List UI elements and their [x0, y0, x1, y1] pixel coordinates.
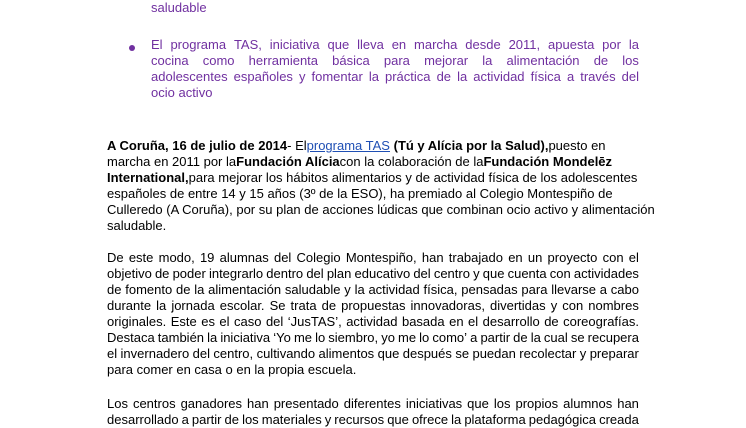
bullet-line: ocio activo — [151, 85, 213, 100]
word: del — [306, 266, 324, 281]
fundacion-mondelez: Fundación Mondelēz — [483, 154, 613, 169]
word: El — [151, 37, 163, 52]
word: física, — [423, 282, 458, 297]
word: trabajado — [448, 250, 503, 265]
word: iniciativa — [269, 37, 320, 52]
word: saludable — [284, 282, 341, 297]
word: siembro, — [328, 330, 379, 345]
word: basada — [401, 314, 445, 329]
word: ganadores — [180, 396, 243, 411]
word: del — [265, 314, 284, 329]
word: alimentos — [318, 346, 375, 361]
word: desarrollado — [107, 412, 179, 427]
word: el — [107, 346, 118, 361]
bullet-line — [151, 53, 639, 69]
word: el — [219, 314, 230, 329]
word: actividad — [346, 314, 398, 329]
paragraph-line: International,para mejorar los hábitos alimentarios y de actividad física de los adolescentes — [107, 170, 638, 185]
word: jornada — [171, 298, 215, 313]
word: que — [327, 37, 350, 52]
paragraph-line — [107, 314, 639, 330]
word: práctica — [385, 69, 431, 84]
word: a — [181, 412, 189, 427]
word: física — [530, 69, 561, 84]
word: por — [602, 37, 621, 52]
paragraph-line: españoles de entre 14 y 15 años (3º de la ESO), ha premiado al Colegio Montespiño de — [107, 186, 613, 201]
word: la — [530, 330, 541, 345]
word: plan — [326, 266, 352, 281]
word: en — [391, 37, 407, 52]
word: con — [549, 266, 571, 281]
paragraph-line: marcha en 2011 por laFundación Alíciacon la colaboración de laFundación Mondelēz — [107, 154, 613, 169]
word: caso — [234, 314, 262, 329]
word: cocina — [151, 53, 189, 68]
word: Los — [107, 396, 128, 411]
word: recolectar — [519, 346, 577, 361]
word: este — [128, 250, 154, 265]
word: dentro — [266, 266, 304, 281]
word: centro — [433, 266, 470, 281]
word: que — [467, 396, 489, 411]
word: la — [482, 53, 493, 68]
word: de — [436, 69, 452, 84]
word: los — [242, 412, 259, 427]
word: De — [107, 250, 124, 265]
word: programa — [170, 37, 227, 52]
word: a — [566, 69, 575, 84]
word: actividad — [473, 69, 525, 84]
word: cabo — [610, 282, 639, 297]
word: herramienta — [248, 53, 319, 68]
word: integrarlo — [208, 266, 264, 281]
word: de — [107, 282, 122, 297]
word: preparar — [589, 346, 639, 361]
word: han — [617, 396, 639, 411]
word: innovadoras, — [410, 298, 485, 313]
word: durante — [107, 298, 152, 313]
word: y — [473, 266, 480, 281]
word: lo — [315, 330, 326, 345]
word: recursos — [334, 412, 385, 427]
paragraph-line: Culleredo (A Coruña), por su plan de acciones lúdicas que combinan ocio activo y alimentación — [107, 202, 655, 217]
word: proyecto — [547, 250, 598, 265]
word: y — [324, 412, 332, 427]
word: para — [521, 282, 548, 297]
word: apuesta — [548, 37, 595, 52]
bullet-dot-icon — [129, 45, 135, 51]
word: a — [470, 330, 478, 345]
word: del — [273, 250, 292, 265]
word: y — [344, 282, 351, 297]
word: pensadas — [461, 282, 518, 297]
word: invernadero — [120, 346, 190, 361]
word: y — [579, 346, 587, 361]
word: la — [156, 298, 167, 313]
word: materiales — [261, 412, 322, 427]
bullet-line — [151, 37, 639, 53]
word: me — [293, 330, 312, 345]
paragraph-line — [107, 346, 639, 362]
word: también — [157, 330, 205, 345]
fundacion-alicia: Fundación Alícia — [236, 154, 340, 169]
word: marcha — [414, 37, 458, 52]
word: con — [562, 298, 584, 313]
word: que — [377, 346, 400, 361]
word: recupera — [587, 330, 639, 345]
word: y — [298, 69, 306, 84]
paragraph-line: saludable. — [107, 218, 167, 233]
word: diferentes — [343, 396, 401, 411]
word: partir — [191, 412, 222, 427]
word: la — [628, 37, 639, 52]
word: alimentación — [506, 53, 580, 68]
word: divertidas — [490, 298, 546, 313]
word: ‘Yo — [273, 330, 291, 345]
word: poder — [172, 266, 206, 281]
word: del — [192, 346, 210, 361]
word: el — [628, 250, 639, 265]
word: actividad — [368, 282, 420, 297]
word: se — [570, 330, 585, 345]
word: yo — [381, 330, 395, 345]
paragraph-line: para comer en casa o en la propia escuela. — [107, 362, 357, 377]
word: la — [207, 330, 218, 345]
word: como — [202, 53, 235, 68]
paragraph-intro — [107, 138, 655, 234]
word: los — [493, 396, 511, 411]
word: fomento — [125, 282, 173, 297]
word: los — [622, 53, 639, 68]
word: educativo — [354, 266, 411, 281]
word: es — [201, 314, 215, 329]
word: la — [451, 412, 462, 427]
word: mejorar — [424, 53, 469, 68]
word: que — [482, 266, 505, 281]
programa-full-name: (Tú y Alícia por la Salud), — [393, 138, 549, 153]
word: lo — [419, 330, 430, 345]
word: lleva — [357, 37, 384, 52]
word: Montespiño, — [345, 250, 417, 265]
word: alumnos — [563, 396, 613, 411]
word: de — [154, 266, 170, 281]
word: iniciativas — [405, 396, 463, 411]
word: la — [194, 282, 205, 297]
paragraph-line — [107, 330, 639, 346]
bullet-line — [151, 69, 639, 85]
word: me — [398, 330, 417, 345]
word: centro, — [213, 346, 254, 361]
paragraph-line: A Coruña, 16 de julio de 2014- Elprograma TAS (Tú y Alícia por la Salud),puesto en — [107, 138, 606, 153]
word: españoles — [233, 69, 293, 84]
word: presentado — [273, 396, 339, 411]
word: alimentación — [208, 282, 282, 297]
word: desde — [465, 37, 501, 52]
word: puedan — [472, 346, 516, 361]
word: fomentar — [311, 69, 363, 84]
word: como’ — [432, 330, 468, 345]
word: a — [599, 282, 608, 297]
word: 19 — [199, 250, 215, 265]
word: objetivo — [107, 266, 152, 281]
word: TAS, — [233, 37, 262, 52]
word: pedagógica — [528, 412, 597, 427]
word: un — [527, 250, 543, 265]
paragraph-line — [107, 412, 639, 428]
paragraph-line — [107, 298, 639, 314]
word: en — [508, 250, 523, 265]
paragraph-line — [107, 250, 639, 266]
word: cuenta — [507, 266, 547, 281]
word: con — [602, 250, 624, 265]
word: de — [544, 314, 559, 329]
paragraph-line — [107, 282, 639, 298]
word: propuestas — [341, 298, 406, 313]
word: para — [383, 53, 410, 68]
word: de — [175, 282, 191, 297]
word: propios — [515, 396, 559, 411]
word: plataforma — [464, 412, 526, 427]
word: 2011, — [508, 37, 541, 52]
word: la — [368, 69, 379, 84]
word: partir — [480, 330, 511, 345]
paragraph-line — [107, 396, 639, 412]
word: han — [421, 250, 444, 265]
paragraph-body — [107, 250, 639, 378]
word: ofrece — [411, 412, 449, 427]
paragraph-line — [107, 266, 639, 282]
word: de — [321, 298, 337, 313]
word: Se — [269, 298, 286, 313]
word: cual — [543, 330, 568, 345]
previous-bullet-tail: saludable — [151, 0, 207, 15]
word: escolar. — [219, 298, 265, 313]
word: adolescentes — [151, 69, 228, 84]
word: ‘JusTAS’, — [287, 314, 342, 329]
word: de — [224, 412, 240, 427]
word: que — [387, 412, 409, 427]
word: actividades — [573, 266, 639, 281]
word: Este — [170, 314, 197, 329]
word: en — [449, 314, 464, 329]
word: de — [513, 330, 528, 345]
word: del — [621, 69, 639, 84]
word: se — [455, 346, 470, 361]
word: alumnas — [219, 250, 269, 265]
word: coreografías. — [563, 314, 639, 329]
word: después — [402, 346, 452, 361]
word: cultivando — [256, 346, 316, 361]
word: Destaca — [107, 330, 155, 345]
dateline: A Coruña, 16 de julio de 2014 — [107, 138, 288, 153]
word: del — [413, 266, 431, 281]
word: desarrollo — [482, 314, 540, 329]
paragraph-winners — [107, 396, 639, 428]
word: nombres — [588, 298, 639, 313]
word: trata — [290, 298, 317, 313]
word: la — [457, 69, 468, 84]
word: llevarse — [551, 282, 597, 297]
word: través — [580, 69, 616, 84]
bullet-item — [151, 37, 639, 101]
word: centros — [132, 396, 176, 411]
word: básica — [332, 53, 370, 68]
word: modo, — [158, 250, 195, 265]
programa-tas-link[interactable]: programa TAS — [306, 138, 390, 153]
word: originales. — [107, 314, 167, 329]
word: el — [468, 314, 479, 329]
word: han — [247, 396, 269, 411]
word: iniciativa — [220, 330, 271, 345]
word: y — [550, 298, 558, 313]
word: Colegio — [296, 250, 341, 265]
word: la — [354, 282, 365, 297]
word: de — [593, 53, 609, 68]
word: creada — [599, 412, 639, 427]
